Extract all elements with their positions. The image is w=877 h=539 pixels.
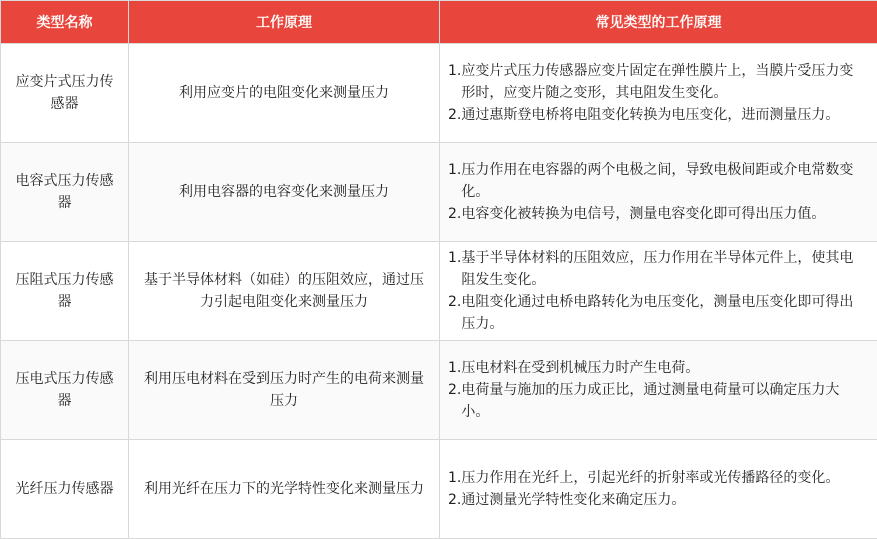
sensor-name-cell: 光纤压力传感器: [1, 440, 129, 539]
list-item: [448, 489, 867, 511]
table-row: [1, 440, 877, 539]
list-item: [448, 159, 867, 203]
principle-cell: 利用电容器的电容变化来测量压力: [129, 143, 440, 242]
sensor-name-cell: 电容式压力传感器: [1, 143, 129, 242]
list-item: [448, 60, 867, 104]
principle-cell: 利用压电材料在受到压力时产生的电荷来测量压力: [129, 341, 440, 440]
types-cell: [440, 143, 877, 242]
item-text: 基于半导体材料的压阻效应，压力作用在半导体元件上，使其电阻发生变化。: [461, 247, 867, 291]
item-number: 1.: [448, 467, 461, 489]
item-number: 2.: [448, 203, 461, 225]
list-item: [448, 467, 867, 489]
item-number: 2.: [448, 291, 461, 335]
list-item: [448, 247, 867, 291]
list-item: [448, 379, 867, 423]
item-number: 2.: [448, 379, 461, 423]
types-cell: [440, 341, 877, 440]
table-row: [1, 44, 877, 143]
header-principle: 工作原理: [129, 1, 440, 44]
header-common-types: 常见类型的工作原理: [440, 1, 877, 44]
table-row: [1, 143, 877, 242]
principle-cell: 利用应变片的电阻变化来测量压力: [129, 44, 440, 143]
item-number: 1.: [448, 357, 461, 379]
item-text: 应变片式压力传感器应变片固定在弹性膜片上，当膜片受压力变形时，应变片随之变形，其电阻发生变化。: [461, 60, 867, 104]
list-item: [448, 291, 867, 335]
types-list: [448, 60, 867, 126]
item-text: 压电材料在受到机械压力时产生电荷。: [461, 357, 867, 379]
principle-cell: 利用光纤在压力下的光学特性变化来测量压力: [129, 440, 440, 539]
item-number: 1.: [448, 60, 461, 104]
list-item: [448, 104, 867, 126]
sensor-name-cell: 压电式压力传感器: [1, 341, 129, 440]
item-text: 电容变化被转换为电信号，测量电容变化即可得出压力值。: [461, 203, 867, 225]
item-text: 通过测量光学特性变化来确定压力。: [461, 489, 867, 511]
types-cell: [440, 242, 877, 341]
item-number: 1.: [448, 159, 461, 203]
types-cell: [440, 44, 877, 143]
table-row: [1, 242, 877, 341]
item-text: 压力作用在电容器的两个电极之间，导致电极间距或介电常数变化。: [461, 159, 867, 203]
item-text: 电荷量与施加的压力成正比，通过测量电荷量可以确定压力大小。: [461, 379, 867, 423]
list-item: [448, 357, 867, 379]
item-text: 电阻变化通过电桥电路转化为电压变化，测量电压变化即可得出压力。: [461, 291, 867, 335]
sensor-name-cell: 应变片式压力传感器: [1, 44, 129, 143]
item-number: 2.: [448, 489, 461, 511]
types-cell: [440, 440, 877, 539]
types-list: [448, 467, 867, 511]
types-list: [448, 357, 867, 423]
item-text: 压力作用在光纤上，引起光纤的折射率或光传播路径的变化。: [461, 467, 867, 489]
list-item: [448, 203, 867, 225]
principle-cell: 基于半导体材料（如硅）的压阻效应，通过压力引起电阻变化来测量压力: [129, 242, 440, 341]
item-number: 1.: [448, 247, 461, 291]
header-type-name: 类型名称: [1, 1, 129, 44]
header-row: [1, 1, 877, 44]
sensor-name-cell: 压阻式压力传感器: [1, 242, 129, 341]
item-text: 通过惠斯登电桥将电阻变化转换为电压变化，进而测量压力。: [461, 104, 867, 126]
types-list: [448, 159, 867, 225]
table-row: [1, 341, 877, 440]
types-list: [448, 247, 867, 335]
item-number: 2.: [448, 104, 461, 126]
